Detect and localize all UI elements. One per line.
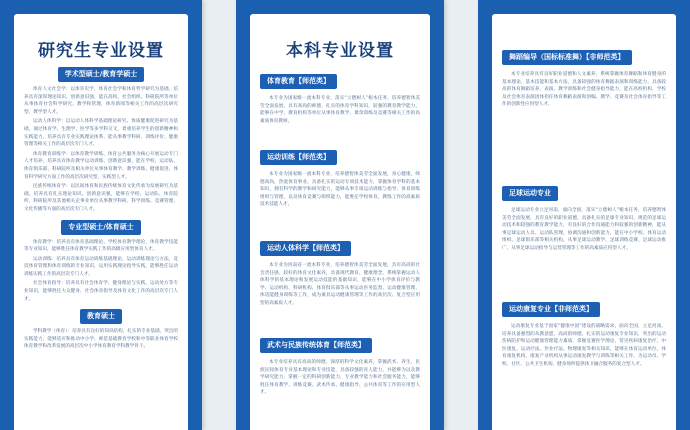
major-description: 本专业为国家级一流本科专业，落实“立德树人”根本任务，培养德智体美劳全面发展，具有高尚的师德，扎实的体育学科知识，较强的教育教学能力，能够在中学、教育机构等单位从事体育教学、课余训练及竞赛等相关工作的高素质体育教师。 (260, 96, 420, 124)
major-description: 本专业为国家级一流本科专业，培养德智体美劳全面发展，身心健康，师德高尚，热爱体育事业，具备扎实的运动专项技术能力，掌握体育学科的基本知识，拥有科学的教学和研究能力，能够从事专项运动训练与指导、体育训练组织与管理、以及体育竞赛与组织能力，能胜任学校体育、教练工作的高素质技术技能人才。 (260, 172, 420, 208)
major-description: 足球运动专业立足河南、面向全国，落实“立德树人”根本任务，培养德智体美劳全面发展，具有良好的职业道德，具备扎实的足球专业知识，规范的足球运动技术和较强的教育教学能力，有良好的合作沟通能力和较强的创新精神，能从事足球运动人员、运动队管理、协调沟通和创新能力，能在中小学校、体育运动组织、足球俱乐部等相关机构，从事足球运动教学、足球训练竞赛、足球运动推广、从事足球运动指导与运营管理等工作的高素质应用型人才。 (502, 208, 666, 251)
graduate-card (14, 14, 188, 430)
major-heading: 足球运动专业 (502, 186, 558, 201)
paragraph: 体育教育训练学：以体育教学训练、体育公共服务为核心开展运动专门人才培养，培养具有体育教学运动训练、创新意识强，能在学校、运动队、体育俱乐部、科研院所及相关单位从事体育教学、教学训练、健康促进、体育科学研究方面工作的高层次研究型、实践型人才。 (24, 151, 178, 180)
undergraduate-card-continued (492, 14, 676, 430)
paragraph: 社会体育指导：培养具有社会体育学、健身理论与实践、运动处方等专业知识，能够胜任大众健身、社会体育指导及体育文化工作的高层次专门人才。 (24, 281, 178, 302)
section-heading-academic: 学术型硕士/教育学硕士 (58, 67, 145, 82)
section-heading-professional: 专业型硕士/体育硕士 (61, 220, 141, 235)
major-sports-rehabilitation (492, 296, 676, 371)
paragraph: 学科教学（体育）：培养具有良好的知识结构，扎实的专业基础，突出的实践能力，能够适应和推动中小学、师范基础教育学校和中等职业体育学校体育教学和改革发展的高层次中小学体育教育学科教学骨干。 (24, 329, 178, 350)
major-heading: 武术与民族传统体育【师范类】 (260, 338, 372, 353)
major-description: 本专业培养具有高尚的师德，深厚的科学文化素养，掌握武术、养生、民族民间体育专业基本理论和专业技能，具备较强的育人能力，并能够为以及教学研究能力，掌握一定的科研创新能力，专业教学能力和社会服务能力，能够胜任体育教学、训练竞赛、武术传承、健康指导、公共体育等工作的应用型人才。 (260, 360, 420, 396)
paragraph: 运动训练：培养具有体育运动训练基础理论、运动训练理论与方法，竞技体育管理和体育训练的专业知识，运用实践理论指导实践，能够胜任运动训练实践工作的高层次专门人才。 (24, 256, 178, 277)
major-physical-education (250, 68, 430, 127)
major-heading: 运动康复专业【非师范类】 (502, 302, 600, 317)
major-sports-training (250, 144, 430, 211)
section-heading-education: 教育硕士 (80, 309, 122, 324)
major-wushu (250, 332, 430, 399)
undergraduate-title: 本科专业设置 (286, 41, 394, 61)
major-heading: 体育教育【师范类】 (260, 74, 337, 89)
paragraph: 体育教学：培养具有体育基础理论、学校体育教学理论，体育教学技能等专业知识，能够胜任体育教学实践工作的高级应用型体育人才。 (24, 239, 178, 253)
graduate-panel (0, 0, 202, 430)
major-heading: 运动人体科学【师范类】 (260, 241, 351, 256)
paragraph: 体育人文社会学：以体育史学、体育社会学和体育哲学研究为基础，培养具有深厚理论知识，创新意识强，能在高校、社会组织、科研院所等单位从事体育社会科学研究、教学和管理，体育新闻等相关工作的高层次研究型、教学型人才。 (24, 87, 178, 115)
major-description: 运动康复专业基于国家“健康中国”建设的战略需求，面向全国，立足河南，培养具备强烈的从教意愿，高尚的师德，扎实的运动康复专业知识，突出的运动伤病防护和运动健康管理能力素质，掌握竞赛医学理论、常见疾病康复治疗、中医康复、运动疗法、作业疗法、物理康复等相关知识，能够在体育运动单位、体育康复机构、康复产业机构从事运动康复教学与训练等相关工作，为运动员、学校、社区、公共卫生机构、健身场所提供体卫融合服务的复合型人才。 (502, 324, 666, 367)
paragraph: 运动人体科学：以运动人体科学基础理论研究、体质健康促进研究为基础，通过体育学、生理学、医学等多学科交叉，着重培养学生的创新精神和实践能力，培养具有专业实践理论体系，能从事教学科研、训练评价、健康管理等相关工作的高层次专门人才。 (24, 119, 178, 148)
major-heading: 舞蹈编导（国标标准舞）【非师范类】 (502, 50, 632, 65)
major-football (492, 180, 676, 255)
major-dance-choreography (492, 44, 676, 111)
undergraduate-panel-continued (478, 0, 690, 430)
graduate-title: 研究生专业设置 (38, 41, 164, 61)
major-description: 本专业为河南省一流本科专业，培养德智体美劳全面发展，具有高尚的社会责任感，较好的体育文化素养，具备现代教育、健康理念，系统掌握运动人体科学的基本理论和发展运动技能的基础知识，能够在中小学体育评价与教学、运动机构、科研机构、体育俱乐部等从事运动医务监督、运动健康管理、体适能健身训练等工作，成为兼具运动健康管理等工作的高层次、复合型应用型的高素质人才。 (260, 263, 420, 306)
major-description: 本专业培养具有良好职业道德和人文素养、系统掌握体育舞蹈和体育健身的基本理论、基本技能和基本方法，具备较强的体育舞蹈表演和训练能力，具备较高的体育舞蹈培养、表演、教学训练和社会健身指导能力，能在高校机构、学校及社会体育表演团体担任体育舞蹈表演和创编、教学、竞赛及社会体育指导等工作的创新性应用型人才。 (502, 72, 666, 108)
major-heading: 运动训练【师范类】 (260, 150, 337, 165)
undergraduate-card (250, 14, 430, 430)
undergraduate-panel (236, 0, 444, 430)
paragraph: 民族传统体育学：以民间体育和民族传统体育文化传承为发展研究为基础，培养具有扎实理论知识、创新意识强，能够在学校、运动队、体育院所、科研院所及其他相关企事业单位从事教学科研、科学训练、竞赛管理、文化传播等方面的高层次专门人才。 (24, 184, 178, 212)
major-human-sport-science (250, 235, 430, 310)
